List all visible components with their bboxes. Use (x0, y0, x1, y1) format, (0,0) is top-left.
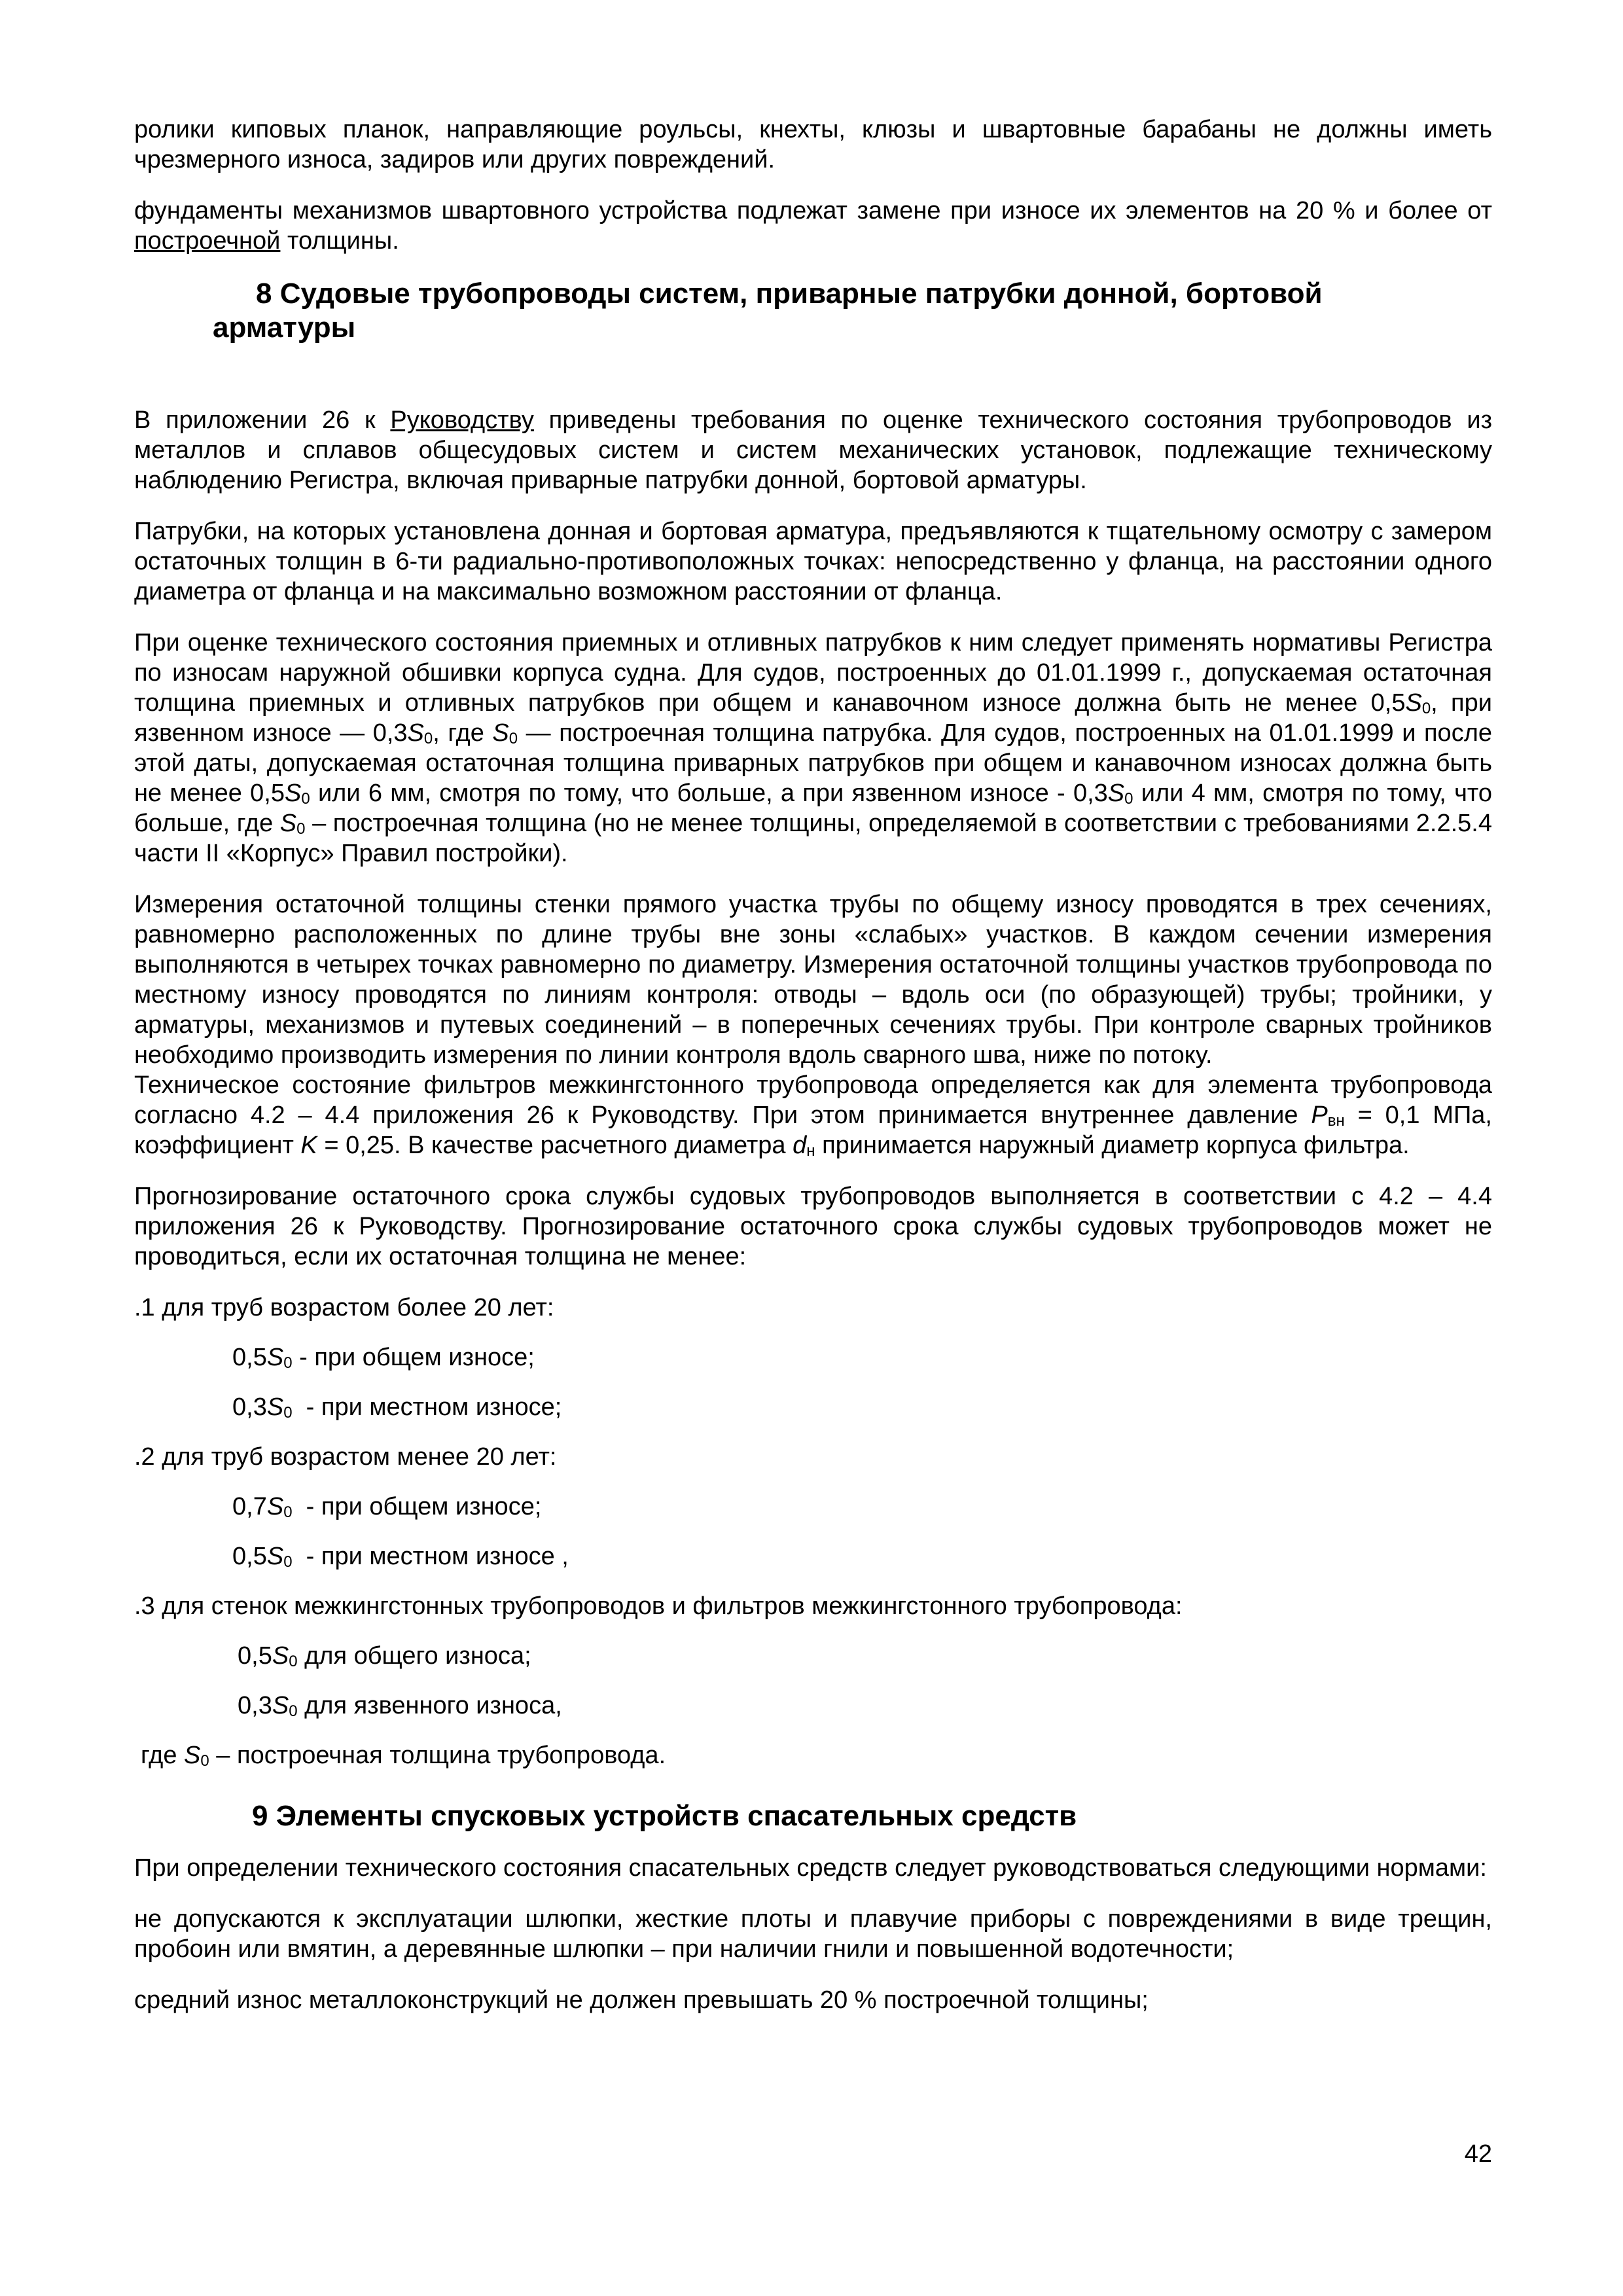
section-8-paragraph-3: При оценке технического состояния приемных и отливных патрубков к ним следует применять нормативы Регистра по износам наружной обшивки корпуса судна. Для судов, построенных до 01.01.1999 г., допускаемая остаточная толщина приемных и отливных патрубков при общем и канавочном износе должна быть не менее $0,5S_0$, при язвенном износе — $0,3S_0$, где $S_0$ — построечная толщина патрубка. Для судов, построенных на 01.01.1999 и после этой даты, допускаемая остаточная толщина приварных патрубков при общем и канавочном износах должна быть не менее $0,5S_0$ или 6 мм, смотря по тому, что больше, а при язвенном износе - $0,3S_0$ или 4 мм, смотря по тому, что больше, где $S_0$ – построечная толщина (но не менее толщины, определяемой в соответствии с требованиями 2.2.5.4 части II «Корпус» Правил постройки). (134, 629, 1493, 867)
section-8-paragraph-5: Техническое состояние фильтров межкингстонного трубопровода определяется как для элемента трубопровода согласно 4.2 – 4.4 приложения 26 к Руководству. При этом принимается внутреннее давление $P_{вн} = 0,1$ МПа, коэффициент K = 0,25. В качестве расчетного диаметра $d_н$ принимается наружный диаметр корпуса фильтра. (134, 1071, 1492, 1160)
page-number: 42 (1464, 2140, 1492, 2168)
section-8-paragraph-1: В приложении 26 к Руководству приведены требования по оценке технического состояния трубопроводов из металлов и сплавов общесудовых систем и систем механических установок, подлежащие техническому наблюдению Регистра, включая приварные патрубки донной, бортовой арматуры. (134, 406, 1492, 494)
section-8-paragraph-4: Измерения остаточной толщины стенки прямого участка трубы по общему износу проводятся в трех сечениях, равномерно расположенных по длине трубы вне зоны «слабых» участков. В каждом сечении измерения выполняются в четырех точках равномерно по диаметру. Измерения остаточной толщины участков трубопровода по местному износу проводятся по линиям контроля: отводы – вдоль оси (по образующей) трубы; тройники, у арматуры, механизмов и путевых соединений – в поперечных сечениях трубы. При контроле сварных тройников необходимо производить измерения по линии контроля вдоль сварного шва, ниже по потоку. (134, 891, 1492, 1069)
list-item-3: .3 для стенок межкингстонных трубопроводов и фильтров межкингстонного трубопровода: (134, 1592, 1183, 1620)
where-clause: где $S_0$ – построечная толщина трубопровода. (141, 1742, 666, 1770)
list-item-1: .1 для труб возрастом более 20 лет: (134, 1294, 554, 1321)
section-9-paragraph-1: При определении технического состояния спасательных средств следует руководствоваться следующими нормами: (134, 1854, 1487, 1882)
formula-2-1: $0,7S_0$ - при общем износе; (232, 1493, 542, 1521)
underlined-term: построечной (134, 227, 281, 255)
section-9-paragraph-2: не допускаются к эксплуатации шлюпки, жесткие плоты и плавучие приборы с повреждениями в виде трещин, пробоин или вмятин, а деревянные шлюпки – при наличии гнили и повышенной водотечности; (134, 1905, 1492, 1963)
guide-link[interactable]: Руководству (390, 406, 534, 434)
section-8-paragraph-6: Прогнозирование остаточного срока службы судовых трубопроводов выполняется в соответствии с 4.2 – 4.4 приложения 26 к Руководству. Прогнозирование остаточного срока службы судовых трубопроводов может не проводиться, если их остаточная толщина не менее: (134, 1183, 1492, 1270)
document-page (134, 115, 1492, 2036)
intro-paragraph-2: фундаменты механизмов швартовного устройства подлежат замене при износе их элементов на 20 % и более от построечной толщины. (134, 197, 1492, 255)
intro-paragraph-1: ролики киповых планок, направляющие роульсы, кнехты, клюзы и швартовные барабаны не должны иметь чрезмерного износа, задиров или других повреждений. (134, 116, 1492, 173)
section-9-paragraph-3: средний износ металлоконструкций не должен превышать 20 % построечной толщины; (134, 1986, 1149, 2014)
section-9-heading: 9 Элементы спусковых устройств спасательных средств (252, 1800, 1077, 1832)
formula-1-2: $0,3S_0$ - при местном износе; (232, 1393, 562, 1422)
list-item-2: .2 для труб возрастом менее 20 лет: (134, 1443, 557, 1471)
formula-3-1: $0,5S_0$ для общего износа; (238, 1642, 531, 1670)
formula-1-1: $0,5S_0$ - при общем износе; (232, 1344, 535, 1372)
section-8-heading: 8 Судовые трубопроводы систем, приварные патрубки донной, бортовой арматуры (213, 278, 1323, 344)
formula-3-2: $0,3S_0$ для язвенного износа, (238, 1692, 562, 1720)
formula-2-2: $0,5S_0$ - при местном износе , (232, 1543, 569, 1571)
section-8-paragraph-2: Патрубки, на которых установлена донная и бортовая арматура, предъявляются к тщательному осмотру с замером остаточных толщин в 6-ти радиально-противоположных точках: непосредственно у фланца, на расстоянии одного диаметра от фланца и на максимально возможном расстоянии от фланца. (134, 518, 1492, 605)
